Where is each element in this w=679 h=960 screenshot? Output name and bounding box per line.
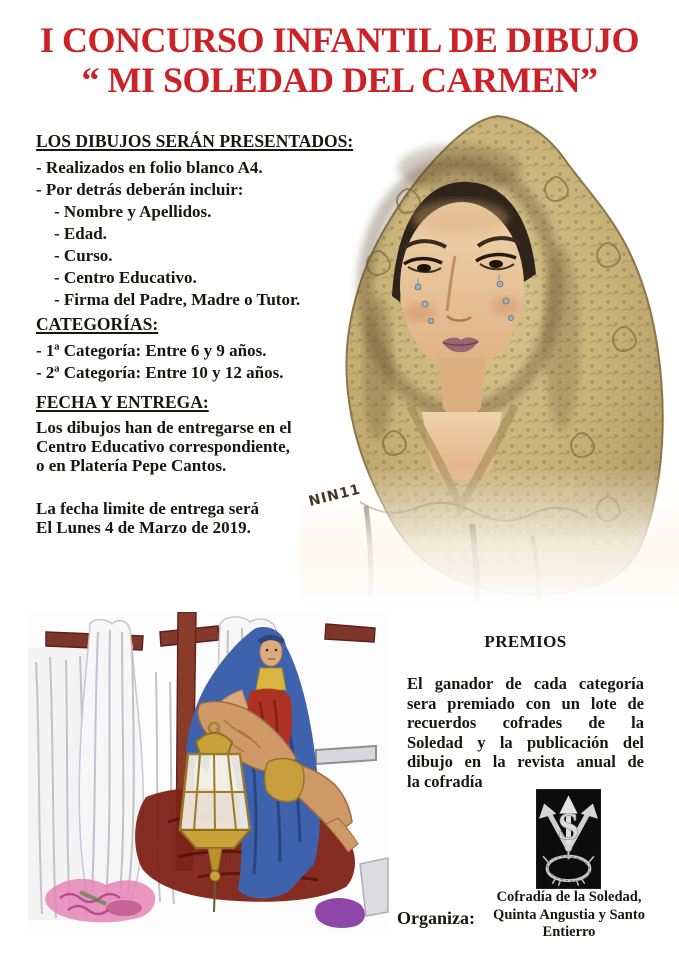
presentados-subitem: - Nombre y Apellidos. bbox=[54, 202, 212, 221]
section-fecha-entrega bbox=[36, 392, 376, 537]
organizer-name-line: Cofradía de la Soledad, bbox=[496, 889, 642, 905]
presentados-subitem: - Centro Educativo. bbox=[54, 268, 197, 287]
poster-title bbox=[0, 20, 679, 100]
fecha-para2-line: La fecha limite de entrega será bbox=[36, 499, 259, 518]
organiza-label: Organiza: bbox=[397, 908, 475, 928]
fecha-para2-line: El Lunes 4 de Marzo de 2019. bbox=[36, 518, 251, 537]
premios-paragraph bbox=[407, 674, 644, 792]
organizer-name-line: Entierro bbox=[542, 924, 596, 940]
premios-line: sera premiado con un lote de bbox=[407, 693, 644, 713]
svg-text:S: S bbox=[557, 806, 580, 848]
presentados-subitem: - Curso. bbox=[54, 246, 113, 265]
premios-line: recuerdos cofrades de la bbox=[407, 713, 644, 733]
presentados-item: - Por detrás deberán incluir: bbox=[36, 180, 244, 199]
pieta-contest-drawing bbox=[28, 612, 390, 934]
organizer-name-line: Quinta Angustia y Santo bbox=[493, 906, 645, 923]
fecha-heading: FECHA Y ENTREGA: bbox=[36, 392, 209, 412]
fecha-para1-line: Los dibujos han de entregarse en el bbox=[36, 418, 292, 437]
fecha-para1-line: o en Platería Pepe Cantos. bbox=[36, 456, 227, 475]
section-premios bbox=[407, 632, 644, 792]
cofradia-emblem-logo bbox=[536, 789, 601, 889]
shroud-left bbox=[79, 620, 143, 898]
premios-line: Soledad y la publicación del bbox=[407, 732, 644, 752]
categorias-item: - 2ª Categoría: Entre 10 y 12 años. bbox=[36, 363, 284, 382]
organizer-name bbox=[476, 889, 662, 942]
presentados-subitem: - Firma del Padre, Madre o Tutor. bbox=[54, 290, 301, 309]
categorias-item: - 1ª Categoría: Entre 6 y 9 años. bbox=[36, 341, 267, 360]
premios-line: la cofradía bbox=[407, 771, 483, 791]
poster-title-line1: I CONCURSO INFANTIL DE DIBUJO bbox=[40, 20, 639, 60]
presentados-subitem: - Edad. bbox=[54, 224, 107, 243]
section-categorias bbox=[36, 314, 376, 384]
section-presentados bbox=[36, 131, 376, 311]
presentados-heading: LOS DIBUJOS SERÁN PRESENTADOS: bbox=[36, 131, 354, 151]
categorias-heading: CATEGORÍAS: bbox=[36, 314, 159, 334]
fecha-para1-line: Centro Educativo correspondiente, bbox=[36, 437, 290, 456]
premios-heading: PREMIOS bbox=[484, 632, 567, 651]
artist-signature: NIN11 bbox=[307, 481, 363, 510]
premios-line: El ganador de cada categoría bbox=[407, 674, 644, 693]
premios-line: dibujo en la revista anual de bbox=[407, 752, 644, 772]
presentados-item: - Realizados en folio blanco A4. bbox=[36, 158, 263, 177]
poster-title-line2: “ MI SOLEDAD DEL CARMEN” bbox=[81, 60, 598, 100]
